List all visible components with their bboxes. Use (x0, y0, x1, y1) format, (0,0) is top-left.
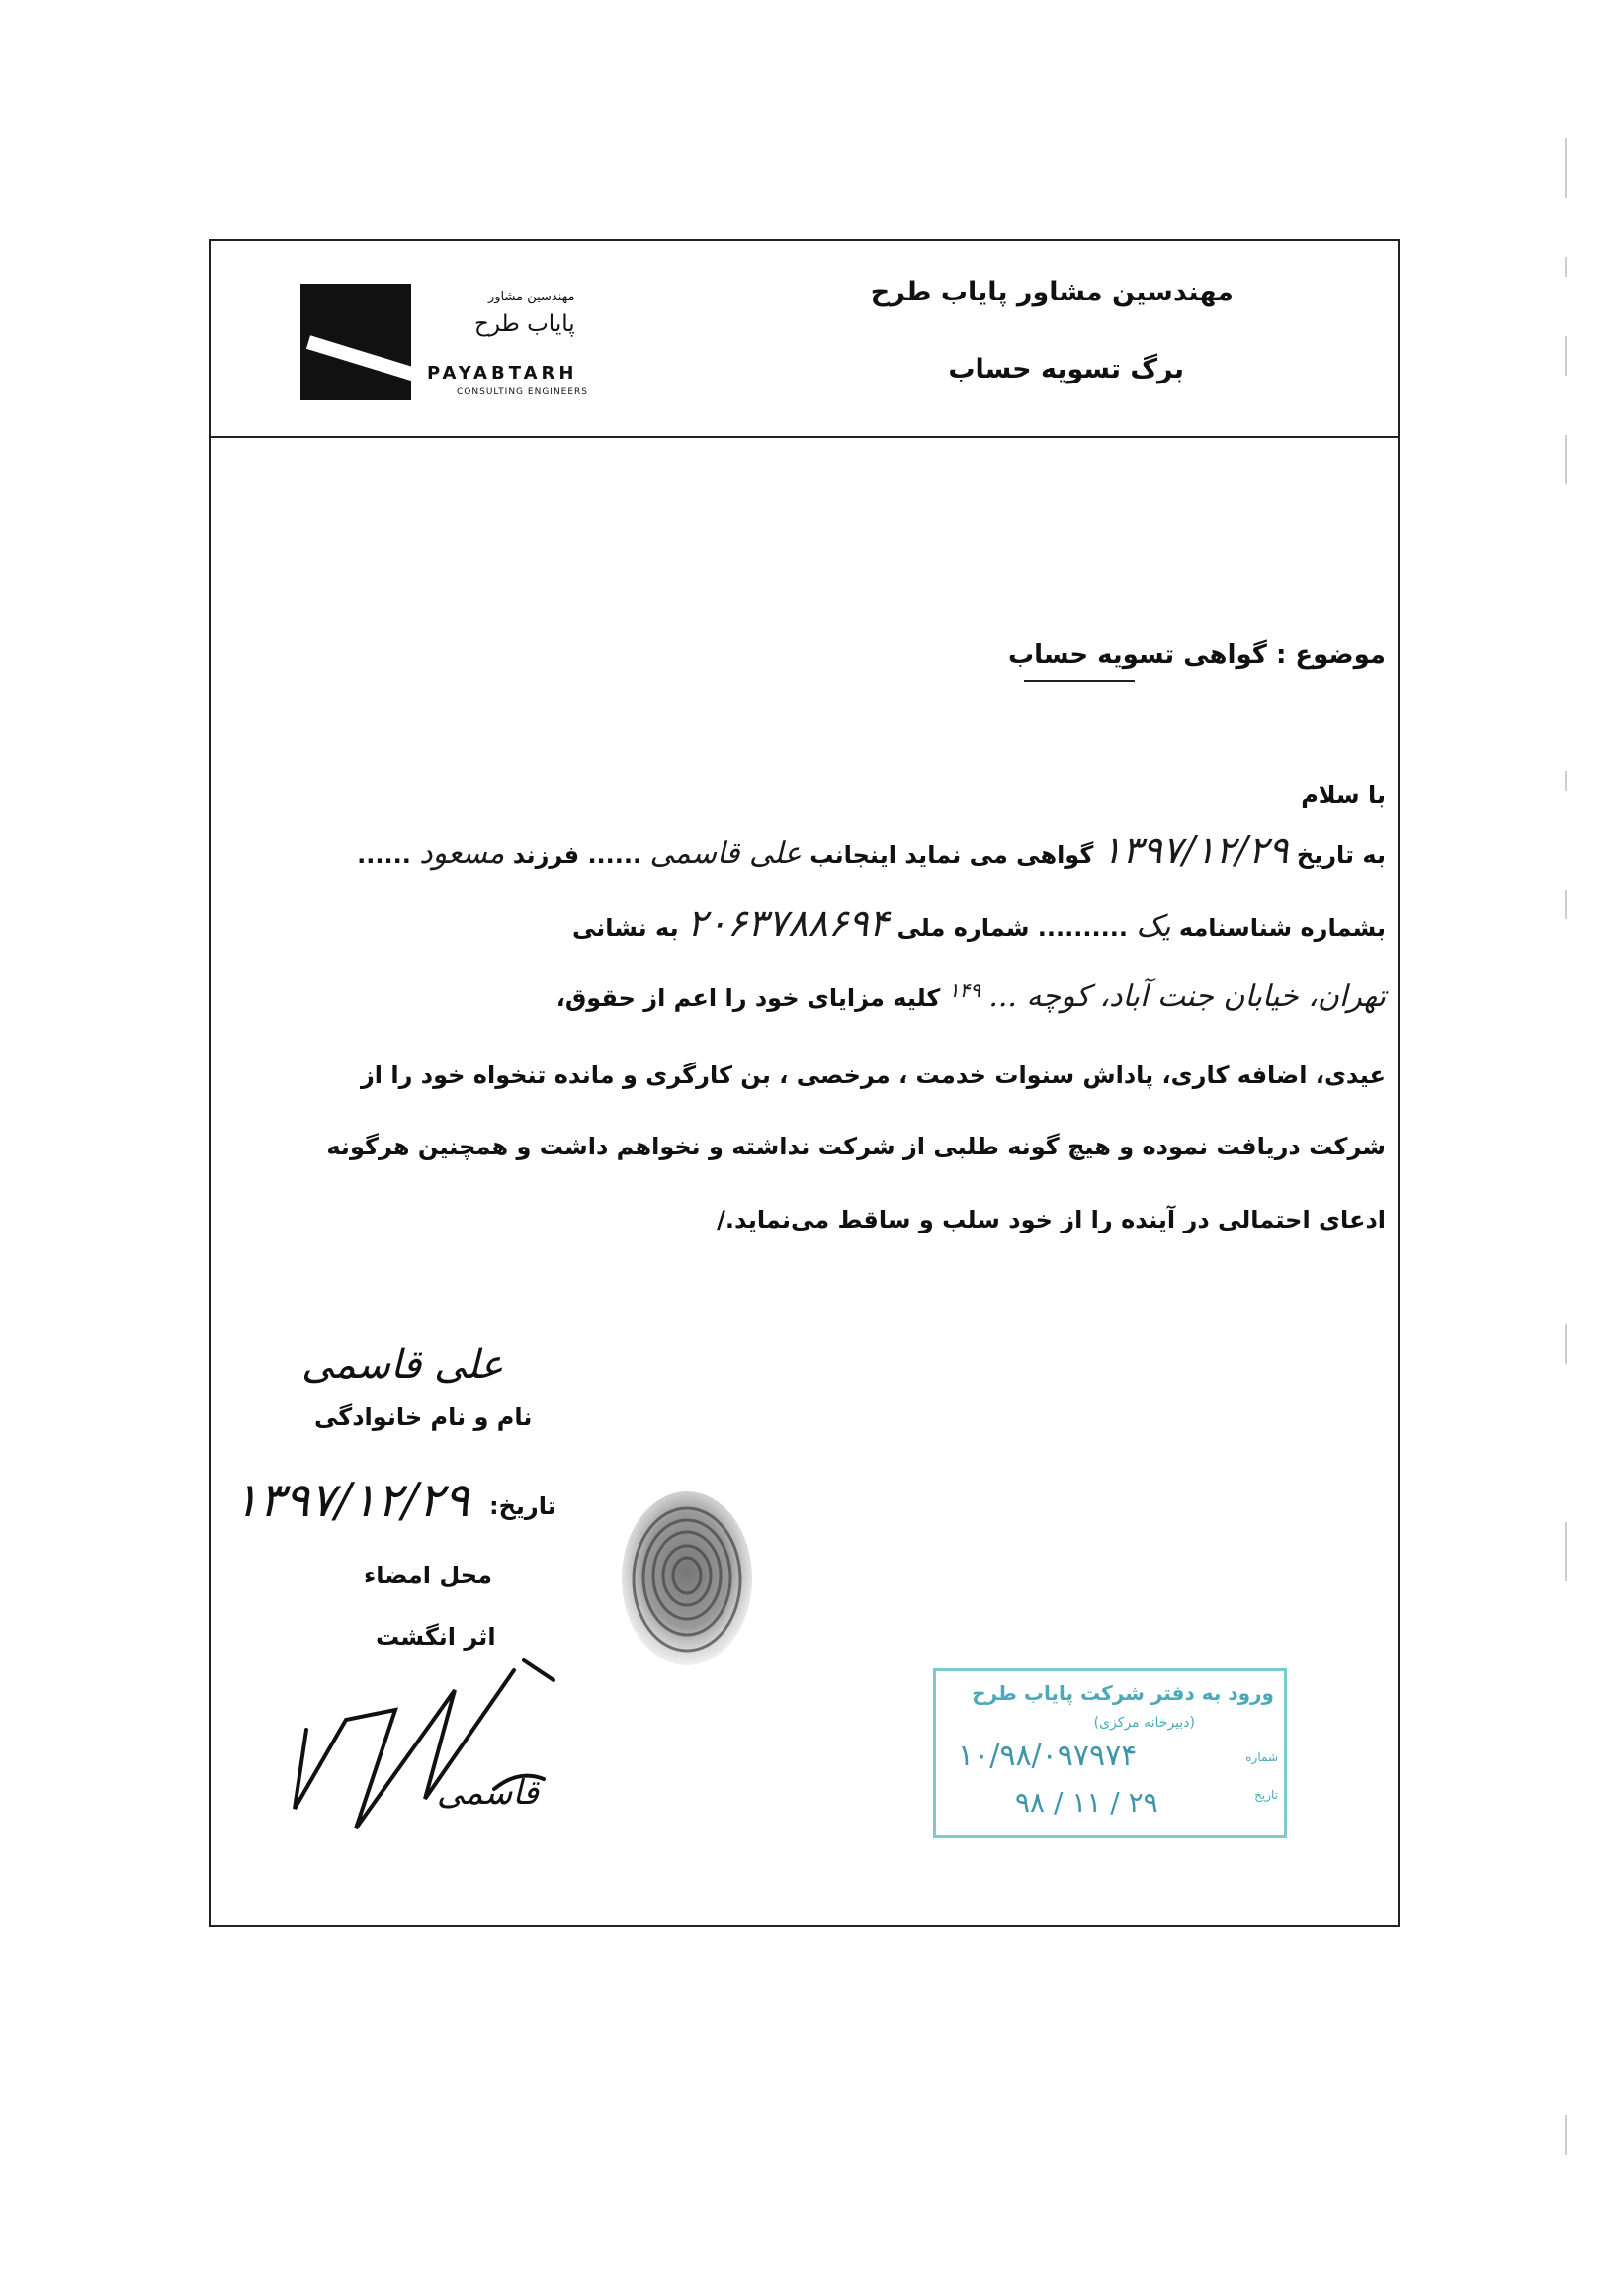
subject-line: موضوع : گواهی تسویه حساب (1008, 640, 1386, 670)
logo-persian-text: پایاب طرح (474, 311, 575, 337)
text: فرزند (512, 841, 580, 869)
stamp-number: ۱۰/۹۸/۰۹۷۹۷۴ (958, 1739, 1138, 1773)
body-line-4: عیدی، اضافه کاری، پاداش سنوات خدمت ، مرخصی ، بن کارگری و مانده تنخواه خود را از (360, 1062, 1386, 1089)
signature-icon (287, 1651, 623, 1838)
handwritten-full-name: علی قاسمی (301, 1342, 504, 1388)
handwritten-sign-date: ۱۳۹۷/۱۲/۲۹ (233, 1473, 469, 1528)
logo-small-text: مهندسین مشاور (488, 290, 575, 304)
logo-english-text: PAYABTARH (427, 363, 578, 383)
handwritten-address-number: ۱۴۹ (948, 978, 980, 1002)
text: به نشانی (571, 914, 679, 942)
fingerprint-icon (613, 1485, 761, 1672)
stamp-title: ورود به دفتر شرکت پایاب طرح (972, 1681, 1274, 1705)
handwritten-national-id: ۲۰۶۳۷۸۸۶۹۴ (686, 901, 890, 945)
greeting: با سلام (1301, 781, 1386, 808)
text: کلیه مزایای خود را اعم از حقوق، (555, 984, 941, 1012)
fingerprint-label: اثر انگشت (376, 1623, 496, 1651)
logo-mark-icon (300, 284, 411, 400)
full-name-label: نام و نام خانوادگی (314, 1403, 533, 1431)
header-divider (209, 436, 1400, 438)
form-title: برگ تسویه حساب (948, 354, 1184, 384)
handwritten-date: ۱۳۹۷/۱۲/۲۹ (1101, 828, 1289, 872)
body-line-6: ادعای احتمالی در آینده را از خود سلب و ساقط می‌نماید./ (717, 1206, 1386, 1233)
handwritten-address: تهران، خیابان جنت آباد، کوچه ... (988, 979, 1386, 1014)
body-line-3 (556, 978, 1386, 1014)
date-label: تاریخ: (489, 1492, 556, 1520)
logo-subtitle: CONSULTING ENGINEERS (457, 387, 589, 397)
stamp-subtitle: (دبیرخانه مرکزی) (1093, 1715, 1195, 1731)
scan-artifact (1564, 138, 1568, 2214)
registry-stamp (933, 1668, 1287, 1838)
handwritten-father-name: مسعود (419, 836, 505, 871)
body-line-5: شرکت دریافت نموده و هیچ گونه طلبی از شرکت نداشته و نخواهم داشت و همچنین هرگونه (326, 1133, 1386, 1160)
text: بشماره شناسنامه (1178, 914, 1386, 942)
company-name: مهندسین مشاور پایاب طرح (870, 277, 1234, 307)
stamp-date-label: تاریخ (1254, 1788, 1278, 1802)
text: به تاریخ (1296, 841, 1386, 869)
text: شماره ملی (896, 914, 1030, 942)
body-line-2: بشماره شناسنامه یک .......... شماره ملی ۲۰۶۳۷۸۸۶۹۴ به نشانی (571, 901, 1386, 945)
stamp-number-label: شماره (1245, 1750, 1278, 1764)
signature-text: قاسمی (436, 1773, 539, 1813)
signature-place-label: محل امضاء (364, 1562, 492, 1589)
company-logo (300, 284, 637, 402)
subject-underline (1024, 680, 1135, 682)
logo-slash (306, 335, 411, 383)
handwritten-name: علی قاسمی (649, 836, 802, 871)
stamp-date: ۹۸ / ۱۱ / ۲۹ (1015, 1786, 1158, 1819)
handwritten-id-number: یک (1136, 909, 1171, 944)
body-line-1: به تاریخ ۱۳۹۷/۱۲/۲۹ گواهی می نماید اینجانب علی قاسمی ...... فرزند مسعود ...... (357, 828, 1386, 872)
text: گواهی می نماید اینجانب (810, 841, 1094, 869)
